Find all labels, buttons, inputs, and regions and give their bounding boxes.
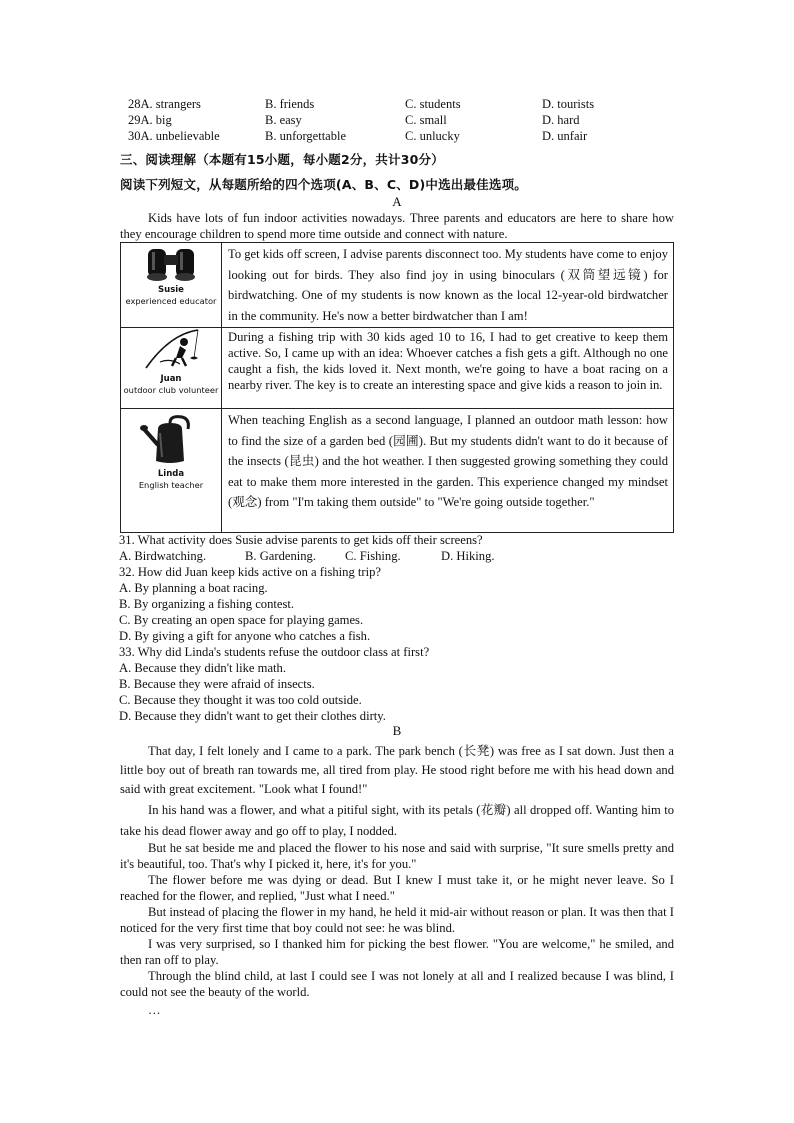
question-32: 32. How did Juan keep kids active on a fishing trip? — [119, 565, 381, 579]
passage-b-paragraph: The flower before me was dying or dead. But I knew I must take it, or he might never leave. So I reached for the flower, and replied, "Just what I need." — [120, 873, 674, 903]
person-text: During a fishing trip with 30 kids aged 10 to 16, I had to get creative to keep them active. So, I came up with an idea: Whoever catches a fish gets a gift. Although no one caught a fish, the kids loved it. Next month, we're going to have a boat racing on a nearby river. The key is to create an interesting space and give kids a reason to join in. — [222, 328, 674, 409]
option-c: C. unlucky — [405, 129, 460, 143]
question-31-options — [0, 548, 794, 564]
person-name: Juan — [160, 374, 182, 384]
passage-a-intro: Kids have lots of fun indoor activities nowadays. Three parents and educators are here to share how they encourage children to spend more time outside and connect with nature. — [120, 211, 674, 241]
passage-b-paragraph: That day, I felt lonely and I came to a park. The park bench (长凳) was free as I sat down. Just then a little boy out of breath ran towards me, all tired from play. He stood right before me with his head down and said with great excitement. "Look what I found!" — [120, 744, 674, 796]
passage-b-paragraph: In his hand was a flower, and what a pitiful sight, with its petals (花瓣) all dropped off. Wanting him to take his dead flower away and go off to play, I nodded. — [120, 803, 674, 838]
option-d: D. unfair — [542, 129, 588, 143]
option-d: D. Hiking. — [441, 549, 495, 563]
option-b: B. Because they were afraid of insects. — [119, 677, 315, 691]
option-b: B. easy — [265, 113, 302, 127]
option-d: D. Because they didn't want to get their clothes dirty. — [119, 709, 386, 723]
option-a: A. Birdwatching. — [119, 549, 207, 563]
option-a: A. By planning a boat racing. — [119, 581, 268, 595]
option-b: B. friends — [265, 97, 315, 111]
option-c: C. students — [405, 97, 461, 111]
watering-can-icon — [140, 415, 202, 467]
table-row — [121, 328, 674, 409]
passage-b-paragraph: Through the blind child, at last I could see I was not lonely at all and I realized because I was blind, I could not see the beauty of the world. — [120, 969, 674, 999]
person-role: outdoor club volunteer — [123, 385, 219, 395]
option-d: D. By giving a gift for anyone who catches a fish. — [119, 629, 371, 643]
option-a: 28A. strangers — [128, 97, 201, 111]
person-text: To get kids off screen, I advise parents disconnect too. My students have come to enjoy looking out for birds. They also find joy in using binoculars (双筒望远镜) for birdwatching. One of my students is now known as the local 12-year-old birdwatcher in the community. He's now a better birdwatcher than I am! — [222, 243, 674, 328]
section-title: 三、阅读理解（本题有15小题，每小题2分，共计30分） — [120, 152, 444, 167]
passage-b-label: B — [392, 723, 402, 738]
person-text: When teaching English as a second language, I planned an outdoor math lesson: how to find the size of a garden bed (园圃). But my students didn't want to do it because of the insects (昆虫) and the hot weather. I then suggested growing something they could eat to make them more interested in the garden. This experience changed my mindset (观念) from "I'm taking them outside" to "We're going outside together." — [222, 409, 674, 533]
binoculars-icon — [140, 243, 202, 283]
person-card — [121, 328, 222, 409]
person-name: Susie — [158, 285, 184, 295]
option-a: A. Because they didn't like math. — [119, 661, 286, 675]
people-table — [120, 242, 674, 533]
table-row — [121, 409, 674, 533]
question-33: 33. Why did Linda's students refuse the outdoor class at first? — [119, 645, 430, 659]
options-row-29 — [0, 112, 794, 128]
passage-b-paragraph: I was very surprised, so I thanked him for picking the best flower. "You are welcome," he smiled, and then ran off to play. — [120, 937, 674, 967]
option-b: B. By organizing a fishing contest. — [119, 597, 295, 611]
option-d: D. hard — [542, 113, 580, 127]
option-c: C. Because they thought it was too cold outside. — [119, 693, 362, 707]
option-d: D. tourists — [542, 97, 595, 111]
passage-b-ellipsis: … — [148, 1003, 161, 1017]
option-c: C. small — [405, 113, 447, 127]
person-role: English teacher — [138, 480, 204, 490]
table-row — [121, 243, 674, 328]
passage-b-paragraph: But he sat beside me and placed the flower to his nose and said with surprise, "It sure smells pretty and it's beautiful, too. That's why I picked it, here, it's for you." — [120, 841, 674, 871]
passage-a-label: A — [392, 194, 402, 209]
fishing-icon — [140, 328, 202, 372]
option-b: B. Gardening. — [245, 549, 316, 563]
option-b: B. unforgettable — [265, 129, 346, 143]
question-31: 31. What activity does Susie advise parents to get kids off their screens? — [119, 533, 483, 547]
section-instruction: 阅读下列短文，从每题所给的四个选项(A、B、C、D)中选出最佳选项。 — [120, 177, 527, 192]
option-c: C. By creating an open space for playing games. — [119, 613, 364, 627]
person-role: experienced educator — [125, 296, 217, 306]
person-card — [121, 409, 222, 533]
option-a: 30A. unbelievable — [128, 129, 220, 143]
options-row-30 — [0, 128, 794, 144]
passage-b-paragraph: But instead of placing the flower in my hand, he held it mid-air without reason or plan. It was then that I noticed for the very first time that boy could not see: he was blind. — [120, 905, 674, 935]
person-name: Linda — [157, 469, 185, 479]
option-a: 29A. big — [128, 113, 172, 127]
person-card — [121, 243, 222, 328]
option-c: C. Fishing. — [345, 549, 401, 563]
options-row-28 — [0, 96, 794, 112]
